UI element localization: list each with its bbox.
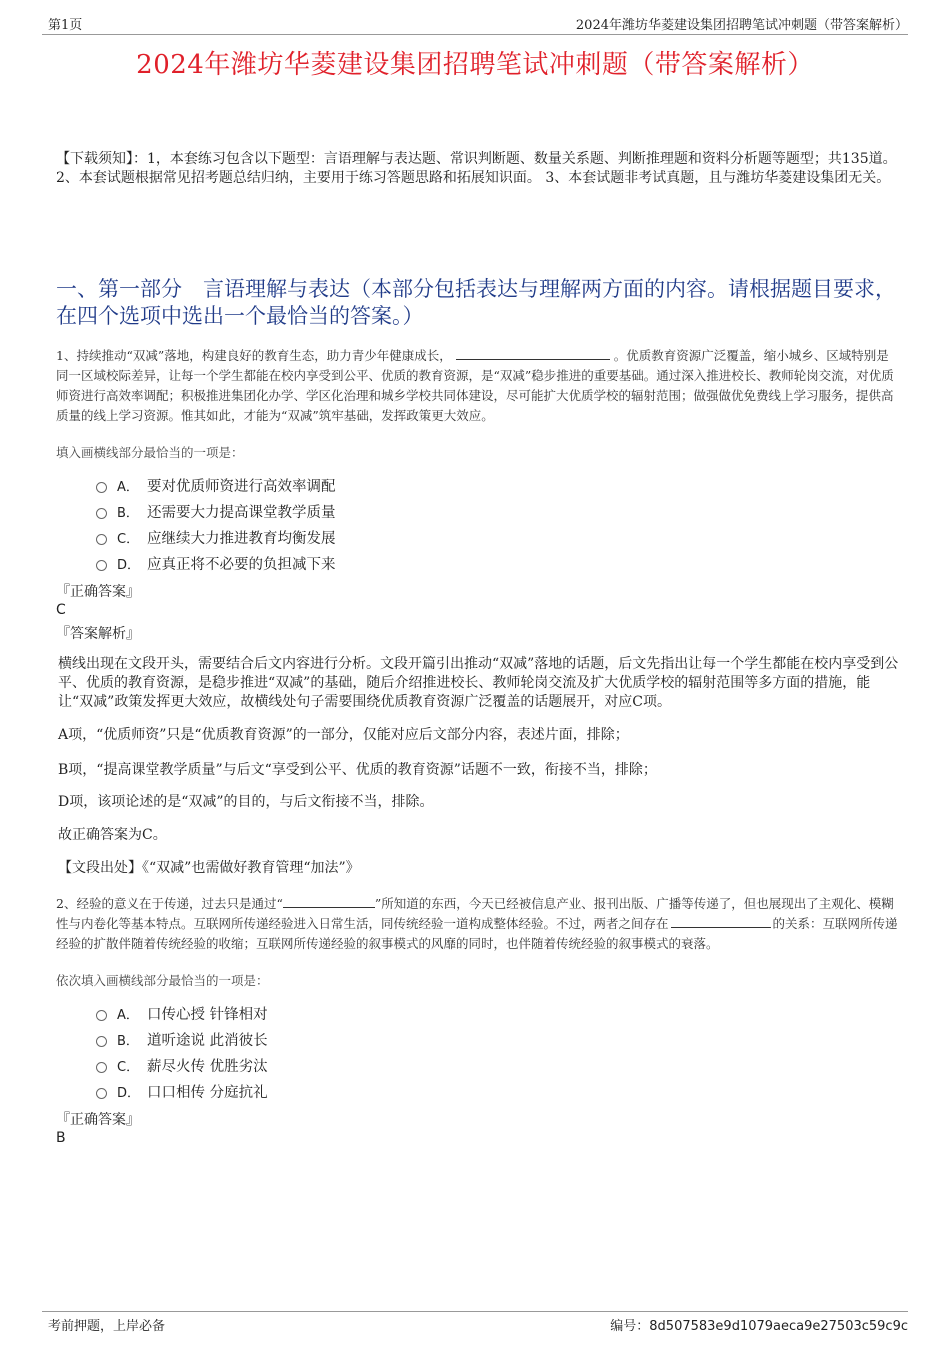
fill-blank xyxy=(671,915,771,928)
question-2-prompt: 依次填入画横线部分最恰当的一项是： xyxy=(56,973,269,988)
header-doc-title: 2024年潍坊华菱建设集团招聘笔试冲刺题（带答案解析） xyxy=(575,18,908,33)
option-text: 应真正将不必要的负担减下来 xyxy=(147,556,336,573)
footer-divider xyxy=(42,1311,908,1312)
question-2-option-a[interactable] xyxy=(96,1003,268,1023)
option-text: 薪尽火传 优胜劣汰 xyxy=(147,1058,268,1075)
radio-icon[interactable] xyxy=(96,1036,107,1047)
option-letter: D． xyxy=(117,557,141,573)
option-letter: C． xyxy=(117,531,140,547)
question-2-option-d[interactable] xyxy=(96,1081,268,1101)
radio-icon[interactable] xyxy=(96,508,107,519)
analysis-option-b: B项，“提高课堂教学质量”与后文“享受到公平、优质的教育资源”话题不一致，衔接不当，排除； xyxy=(58,762,657,778)
answer-value: B xyxy=(56,1130,66,1146)
analysis-label: 『答案解析』 xyxy=(56,626,140,642)
answer-value: C xyxy=(56,602,66,618)
option-letter: B． xyxy=(117,505,139,521)
answer-label: 『正确答案』 xyxy=(56,584,140,600)
fill-blank xyxy=(456,347,610,360)
radio-icon[interactable] xyxy=(96,1010,107,1021)
radio-icon[interactable] xyxy=(96,1062,107,1073)
question-1-text-after: 。优质教育资源广泛覆盖，缩小城乡、区域特别是同一区域校际差异，让每一个学生都能在校内享受到公平、优质的教育资源，是“双减”稳步推进的重要基础。通过深入推进校长、教师轮岗交流，对优质师资进行高效率调配；积极推进集团化办学、学区化治理和城乡学校共同体建设，尽可能扩大优质学校的辐射范围；做强做优免费线上学习服务，提供高质量的线上学习资源。惟其如此，才能为“双减”筑牢基础，发挥政策更大效应。 xyxy=(56,348,894,423)
analysis-option-d: D项，该项论述的是“双减”的目的，与后文衔接不当，排除。 xyxy=(58,794,434,810)
footer-code-label: 编号： xyxy=(610,1319,650,1334)
fill-blank xyxy=(283,895,375,908)
header-divider xyxy=(42,34,908,35)
question-2-option-c[interactable] xyxy=(96,1055,268,1075)
footer-code-value: 8d507583e9d1079aeca9e27503c59c9c xyxy=(649,1319,908,1334)
option-letter: A． xyxy=(117,1007,139,1023)
analysis-paragraph: 横线出现在文段开头，需要结合后文内容进行分析。文段开篇引出推动“双减”落地的话题，后文先指出让每一个学生都能在校内享受到公平、优质的教育资源，是稳步推进“双减”的基础，随后介绍推进校长、教师轮岗交流及扩大优质学校的辐射范围等多方面的措施，能让“双减”政策发挥更大效应，故横线处句子需要围绕优质教育资源广泛覆盖的话题展开，对应C项。 xyxy=(58,656,899,710)
question-2-text-part-2: ”所知道的东西，今天已经被信息产业、报刊出版、广播等传递了，但也展现出了主观化、模糊性与内卷化等基本特点。互联网所传递经验进入日常生活，同传统经验一道构成整体经验。不过，两者之间存在 xyxy=(56,896,894,931)
option-letter: D． xyxy=(117,1085,141,1101)
footer-slogan: 考前押题，上岸必备 xyxy=(48,1319,166,1334)
document-title: 2024年潍坊华菱建设集团招聘笔试冲刺题（带答案解析） xyxy=(136,50,814,80)
question-2-text xyxy=(56,894,901,954)
option-text: 应继续大力推进教育均衡发展 xyxy=(147,530,336,547)
question-1-text xyxy=(56,346,901,426)
option-letter: C． xyxy=(117,1059,140,1075)
question-1-option-c[interactable] xyxy=(96,527,336,547)
section-heading: 一、第一部分 言语理解与表达（本部分包括表达与理解两方面的内容。请根据题目要求，在四个选项中选出一个最恰当的答案。） xyxy=(56,277,896,328)
question-2-option-b[interactable] xyxy=(96,1029,268,1049)
question-2-text-part-3: 的关系：互联网所传递经验的扩散伴随着传统经验的收缩；互联网所传递经验的叙事模式的风靡的同时，也伴随着传统经验的叙事模式的衰落。 xyxy=(56,916,898,951)
option-letter: A． xyxy=(117,479,139,495)
option-text: 要对优质师资进行高效率调配 xyxy=(147,478,336,495)
option-text: 口口相传 分庭抗礼 xyxy=(147,1084,268,1101)
radio-icon[interactable] xyxy=(96,482,107,493)
option-text: 道听途说 此消彼长 xyxy=(147,1032,268,1049)
text-source: 【文段出处】《“双减”也需做好教育管理“加法”》 xyxy=(58,860,360,876)
radio-icon[interactable] xyxy=(96,1088,107,1099)
question-1-text-before: 1、持续推动“双减”落地，构建良好的教育生态，助力青少年健康成长， xyxy=(56,348,452,363)
analysis-conclusion: 故正确答案为C。 xyxy=(58,827,167,843)
question-1-option-a[interactable] xyxy=(96,475,336,495)
question-1-option-d[interactable] xyxy=(96,553,336,573)
page-number: 第1页 xyxy=(48,18,83,33)
question-1-option-b[interactable] xyxy=(96,501,336,521)
footer-code xyxy=(610,1315,908,1334)
radio-icon[interactable] xyxy=(96,534,107,545)
option-text: 口传心授 针锋相对 xyxy=(147,1006,268,1023)
radio-icon[interactable] xyxy=(96,560,107,571)
question-1-prompt: 填入画横线部分最恰当的一项是： xyxy=(56,445,244,460)
option-letter: B． xyxy=(117,1033,139,1049)
question-2-text-part-1: 2、经验的意义在于传递，过去只是通过“ xyxy=(56,896,283,911)
analysis-option-a: A项，“优质师资”只是“优质教育资源”的一部分，仅能对应后文部分内容，表述片面，排除； xyxy=(58,727,629,743)
option-text: 还需要大力提高课堂教学质量 xyxy=(147,504,336,521)
download-notice: 【下载须知】：1，本套练习包含以下题型：言语理解与表达题、常识判断题、数量关系题、判断推理题和资料分析题等题型；共135道。 2、本套试题根据常见招考题总结归纳，主要用于练习答题思路和拓展知识面。 3、本套试题非考试真题，且与潍坊华菱建设集团无关。 xyxy=(56,151,897,186)
answer-label: 『正确答案』 xyxy=(56,1112,140,1128)
